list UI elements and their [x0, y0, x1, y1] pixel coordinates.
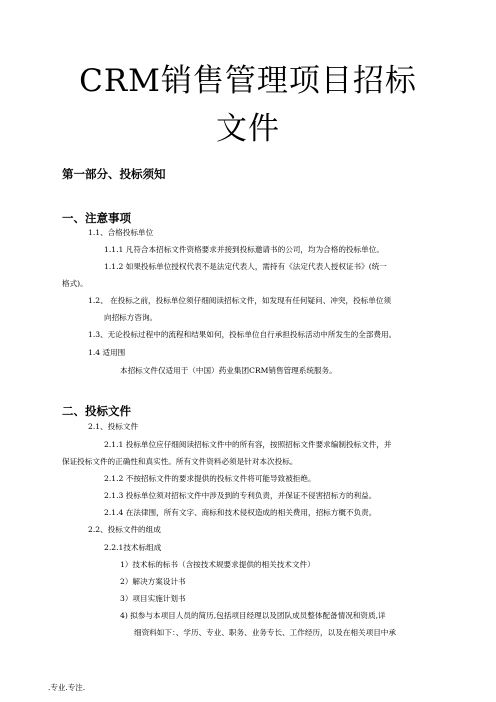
list-item: 2）解决方案设计书	[120, 577, 186, 586]
clause-1-3: 1.3、无论投标过程中的流程和结果如何，投标单位自行承担投标活动中所发生的全部费用。	[88, 330, 397, 339]
page-footer: .专业.专注.	[48, 683, 86, 692]
section-two-heading: 二、投标文件	[62, 404, 131, 418]
clause-1-4-body: 本招标文件仅适用于（中国）药业集团CRM销售管理系统服务。	[120, 366, 337, 375]
clause-2-2: 2.2、投标文件的组成	[88, 525, 161, 534]
clause-2-1-2: 2.1.2 不按招标文件的要求提供的投标文件将可能导致被拒绝。	[104, 474, 316, 483]
list-item: 4) 拟参与本项目人员的简历,包括项目经理以及团队成员整体配备情况和资质,详	[120, 611, 386, 620]
clause-1-1-2: 1.1.2 如果投标单位授权代表不是法定代表人，需持有《法定代表人授权证书》(统一	[104, 262, 387, 271]
list-item: 1）技术标的标书（含按技术规要求提供的相关技术文件）	[120, 560, 315, 569]
clause-1-2-cont: 向招标方咨询。	[104, 313, 158, 322]
clause-1-2: 1.2、 在投标之前，投标单位须仔细阅读招标文件，如发现有任何疑问、冲突，投标单位须	[88, 296, 392, 305]
clause-2-1-4: 2.1.4 在法律围，所有文字、商标和技术侵权造成的相关费用，招标方概不负责。	[104, 508, 377, 517]
clause-1-1-1: 1.1.1 凡符合本招标文件资格要求并接到投标邀请书的公司，均为合格的投标单位。	[104, 245, 384, 254]
document-title-line-2: 文件	[216, 111, 280, 147]
clause-2-1-3: 2.1.3 投标单位须对招标文件中涉及到的专利负责，并保证不侵害招标方的利益。	[104, 491, 377, 500]
list-item-cont: 细资料如下：、学历、专业、职务、业务专长、工作经历，以及在相关项目中承	[134, 628, 396, 637]
part-one-heading: 第一部分、投标须知	[62, 167, 166, 181]
clause-2-1-1-cont: 保证投标文件的正确性和真实性。所有文件资料必须是针对本次投标。	[62, 457, 298, 466]
clause-1-4: 1.4 适用围	[88, 348, 126, 357]
clause-2-2-1: 2.2.1技术标组成	[104, 543, 162, 552]
clause-2-1: 2.1、投标文件	[88, 422, 139, 431]
clause-1-1: 1.1、合格投标单位	[88, 228, 154, 237]
section-one-heading: 一、注意事项	[62, 211, 131, 225]
document-title-line-1: CRM销售管理项目招标	[79, 63, 417, 99]
clause-2-1-1: 2.1.1 投标单位应仔细阅读招标文件中的所有容，按照招标文件要求编制投标文件，并	[104, 440, 392, 449]
list-item: 3）项目实施计划书	[120, 594, 186, 603]
clause-1-1-2-cont: 格式)。	[62, 279, 88, 288]
